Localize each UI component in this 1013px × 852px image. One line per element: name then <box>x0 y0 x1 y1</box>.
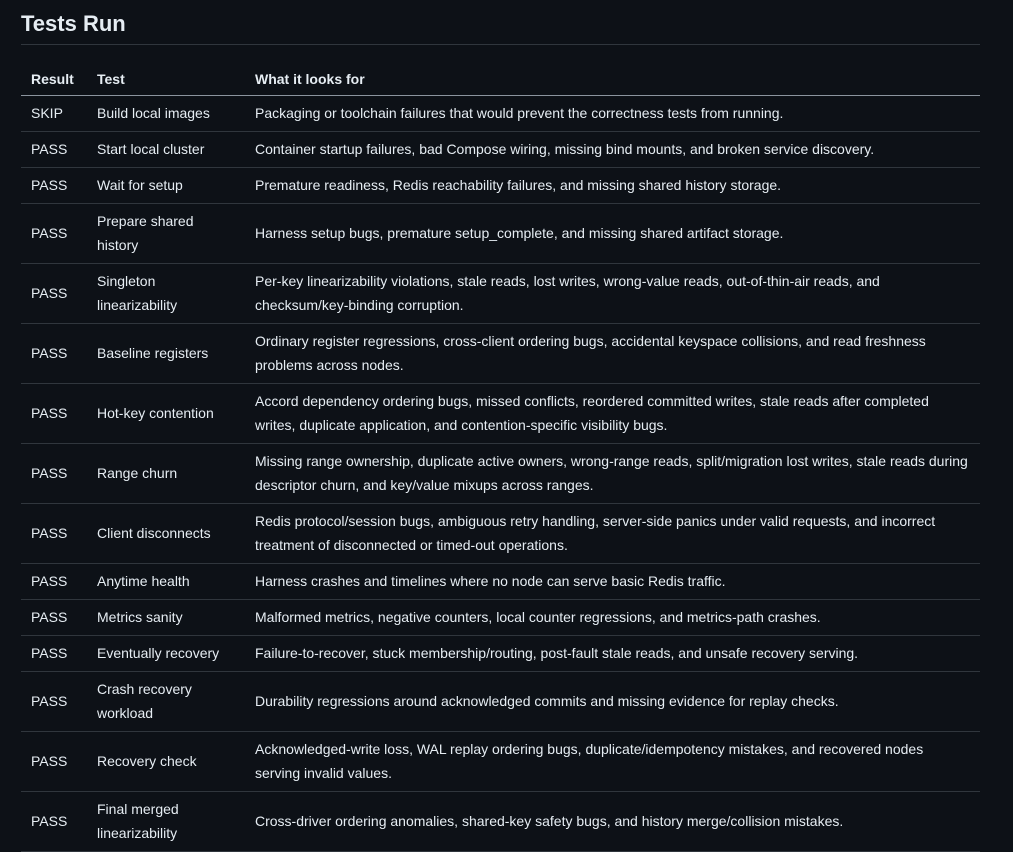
result-cell: PASS <box>21 384 87 444</box>
description-cell: Premature readiness, Redis reachability failures, and missing shared history storage. <box>245 168 980 204</box>
result-cell: PASS <box>21 672 87 732</box>
result-cell: PASS <box>21 204 87 264</box>
description-cell: Durability regressions around acknowledged commits and missing evidence for replay checks. <box>245 672 980 732</box>
table-row <box>21 636 980 672</box>
tests-run-section <box>21 0 980 852</box>
column-header-what: What it looks for <box>245 62 980 96</box>
description-cell: Ordinary register regressions, cross-client ordering bugs, accidental keyspace collisions, and read freshness problems across nodes. <box>245 324 980 384</box>
test-cell: Final merged linearizability <box>87 792 245 852</box>
result-cell: PASS <box>21 168 87 204</box>
result-cell: PASS <box>21 444 87 504</box>
section-heading: Tests Run <box>21 0 980 45</box>
tests-table <box>21 62 980 852</box>
test-cell: Start local cluster <box>87 132 245 168</box>
table-row <box>21 444 980 504</box>
table-row <box>21 672 980 732</box>
result-cell: PASS <box>21 324 87 384</box>
test-cell: Build local images <box>87 96 245 132</box>
test-cell: Recovery check <box>87 732 245 792</box>
test-cell: Range churn <box>87 444 245 504</box>
description-cell: Accord dependency ordering bugs, missed conflicts, reordered committed writes, stale reads after completed writes, duplicate application, and contention-specific visibility bugs. <box>245 384 980 444</box>
description-cell: Failure-to-recover, stuck membership/routing, post-fault stale reads, and unsafe recovery serving. <box>245 636 980 672</box>
test-cell: Wait for setup <box>87 168 245 204</box>
table-row <box>21 204 980 264</box>
result-cell: PASS <box>21 264 87 324</box>
description-cell: Packaging or toolchain failures that would prevent the correctness tests from running. <box>245 96 980 132</box>
result-cell: PASS <box>21 732 87 792</box>
test-cell: Eventually recovery <box>87 636 245 672</box>
column-header-test: Test <box>87 62 245 96</box>
test-cell: Singleton linearizability <box>87 264 245 324</box>
description-cell: Cross-driver ordering anomalies, shared-key safety bugs, and history merge/collision mistakes. <box>245 792 980 852</box>
description-cell: Redis protocol/session bugs, ambiguous retry handling, server-side panics under valid requests, and incorrect treatment of disconnected or timed-out operations. <box>245 504 980 564</box>
table-row <box>21 564 980 600</box>
table-row <box>21 504 980 564</box>
test-cell: Hot-key contention <box>87 384 245 444</box>
column-header-result: Result <box>21 62 87 96</box>
table-row <box>21 168 980 204</box>
table-row <box>21 324 980 384</box>
description-cell: Container startup failures, bad Compose wiring, missing bind mounts, and broken service discovery. <box>245 132 980 168</box>
table-row <box>21 264 980 324</box>
description-cell: Malformed metrics, negative counters, local counter regressions, and metrics-path crashes. <box>245 600 980 636</box>
table-row <box>21 132 980 168</box>
result-cell: PASS <box>21 792 87 852</box>
table-row <box>21 792 980 852</box>
table-row <box>21 732 980 792</box>
result-cell: SKIP <box>21 96 87 132</box>
test-cell: Crash recovery workload <box>87 672 245 732</box>
result-cell: PASS <box>21 600 87 636</box>
table-row <box>21 600 980 636</box>
result-cell: PASS <box>21 504 87 564</box>
description-cell: Per-key linearizability violations, stale reads, lost writes, wrong-value reads, out-of-thin-air reads, and checksum/key-binding corruption. <box>245 264 980 324</box>
test-cell: Prepare shared history <box>87 204 245 264</box>
description-cell: Harness crashes and timelines where no node can serve basic Redis traffic. <box>245 564 980 600</box>
test-cell: Baseline registers <box>87 324 245 384</box>
description-cell: Harness setup bugs, premature setup_complete, and missing shared artifact storage. <box>245 204 980 264</box>
test-cell: Client disconnects <box>87 504 245 564</box>
result-cell: PASS <box>21 132 87 168</box>
table-header-row <box>21 62 980 96</box>
result-cell: PASS <box>21 564 87 600</box>
test-cell: Anytime health <box>87 564 245 600</box>
table-row <box>21 96 980 132</box>
result-cell: PASS <box>21 636 87 672</box>
test-cell: Metrics sanity <box>87 600 245 636</box>
table-row <box>21 384 980 444</box>
description-cell: Missing range ownership, duplicate active owners, wrong-range reads, split/migration lost writes, stale reads during descriptor churn, and key/value mixups across ranges. <box>245 444 980 504</box>
description-cell: Acknowledged-write loss, WAL replay ordering bugs, duplicate/idempotency mistakes, and recovered nodes serving invalid values. <box>245 732 980 792</box>
